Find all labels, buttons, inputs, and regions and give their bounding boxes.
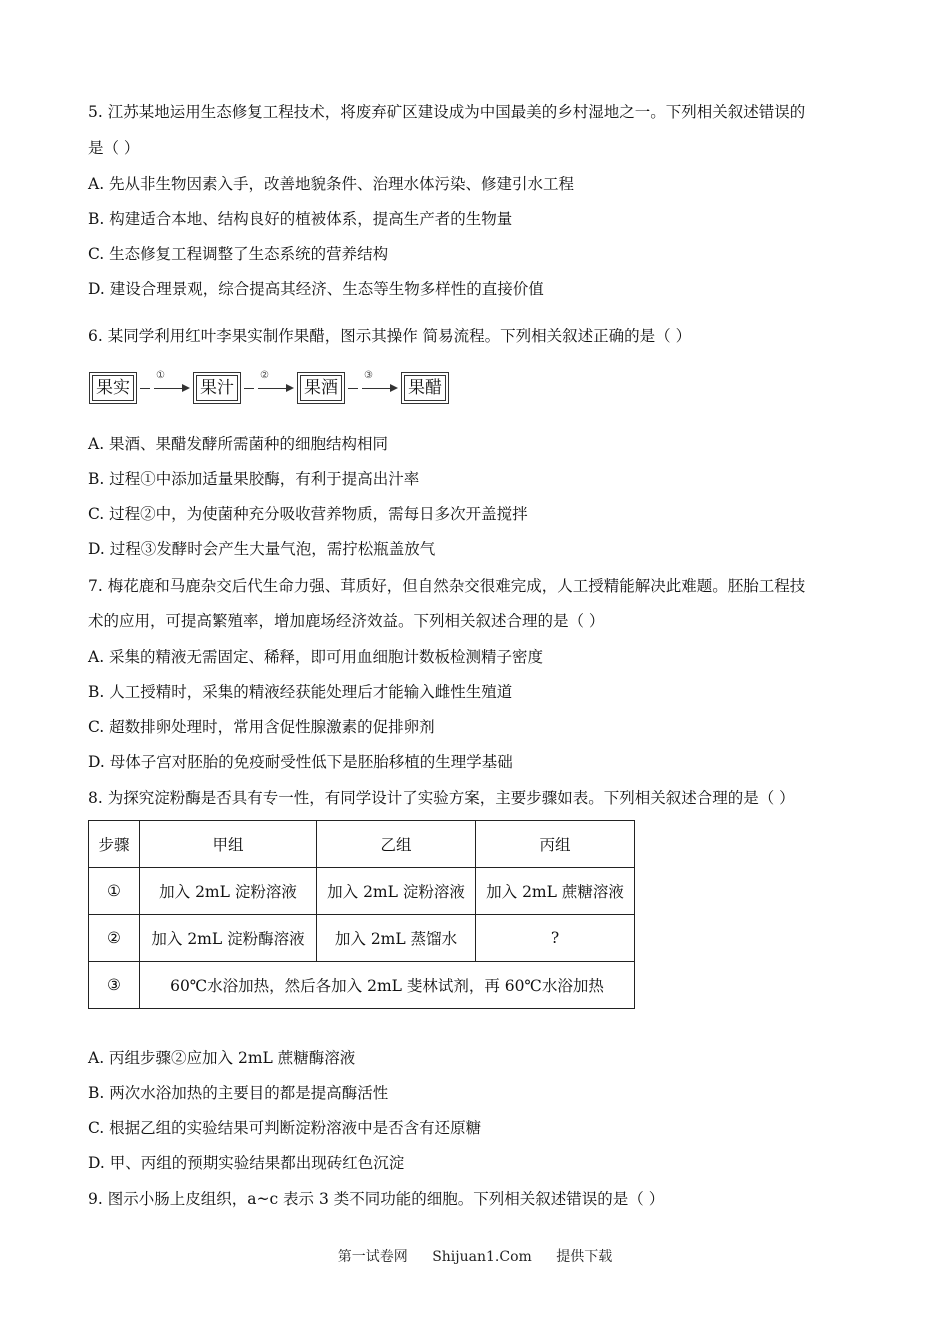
q7-option-b: B. 人工授精时，采集的精液经获能处理后才能输入雌性生殖道 xyxy=(88,683,513,701)
q8-option-b: B. 两次水浴加热的主要目的都是提高酶活性 xyxy=(88,1084,389,1102)
q5-option-d: D. 建设合理景观，综合提高其经济、生态等生物多样性的直接价值 xyxy=(88,280,544,298)
q7-stem-line2: 术的应用，可提高繁殖率，增加鹿场经济效益。下列相关叙述合理的是（ ） xyxy=(88,612,605,630)
footer-note: 提供下载 xyxy=(556,1249,613,1265)
footer-site: 第一试卷网 xyxy=(337,1249,408,1265)
table-cell: 加入 2mL 蔗糖溶液 xyxy=(476,868,635,915)
q6-stem: 6. 某同学利用红叶李果实制作果醋，图示其操作 简易流程。下列相关叙述正确的是（ ） xyxy=(88,327,692,345)
arrow-right-icon xyxy=(182,384,190,392)
page-footer xyxy=(0,1246,950,1266)
q6-option-a: A. 果酒、果醋发酵所需菌种的细胞结构相同 xyxy=(88,435,389,453)
table-row xyxy=(89,868,635,915)
table-cell: ? xyxy=(476,915,635,962)
q5-option-b: B. 构建适合本地、结构良好的植被体系，提高生产者的生物量 xyxy=(88,210,513,228)
flow-step-3: ③ xyxy=(364,370,373,381)
table-cell: ① xyxy=(89,868,140,915)
q7-stem-line1: 7. 梅花鹿和马鹿杂交后代生命力强、茸质好，但自然杂交很难完成，人工授精能解决此难题。胚胎工程技 xyxy=(88,577,806,595)
flow-box-vinegar: 果醋 xyxy=(404,375,446,401)
q7-option-c: C. 超数排卵处理时，常用含促性腺激素的促排卵剂 xyxy=(88,718,435,736)
q8-stem: 8. 为探究淀粉酶是否具有专一性，有同学设计了实验方案，主要步骤如表。下列相关叙述合理的是（ ） xyxy=(88,789,795,807)
flow-step-1: ① xyxy=(156,370,165,381)
table-cell: 60℃水浴加热，然后各加入 2mL 斐林试剂，再 60℃水浴加热 xyxy=(140,962,635,1009)
table-cell: 加入 2mL 蒸馏水 xyxy=(317,915,476,962)
q5-option-a: A. 先从非生物因素入手，改善地貌条件、治理水体污染、修建引水工程 xyxy=(88,175,575,193)
q8-option-d: D. 甲、丙组的预期实验结果都出现砖红色沉淀 xyxy=(88,1154,405,1172)
arrow-right-icon xyxy=(390,384,398,392)
q5-option-c: C. 生态修复工程调整了生态系统的营养结构 xyxy=(88,245,389,263)
q6-option-d: D. 过程③发酵时会产生大量气泡，需拧松瓶盖放气 xyxy=(88,540,436,558)
table-header-row xyxy=(89,821,635,868)
table-row xyxy=(89,915,635,962)
q7-option-d: D. 母体子宫对胚胎的免疫耐受性低下是胚胎移植的生理学基础 xyxy=(88,753,513,771)
arrow-right-icon xyxy=(286,384,294,392)
q5-stem-line1: 5. 江苏某地运用生态修复工程技术，将废弃矿区建设成为中国最美的乡村湿地之一。下列相关叙述错误的 xyxy=(88,103,806,121)
table-cell: 加入 2mL 淀粉溶液 xyxy=(317,868,476,915)
q6-process-flow xyxy=(88,370,450,403)
q7-option-a: A. 采集的精液无需固定、稀释，即可用血细胞计数板检测精子密度 xyxy=(88,648,544,666)
table-cell: 加入 2mL 淀粉溶液 xyxy=(140,868,317,915)
table-header-cell: 步骤 xyxy=(89,821,140,868)
q8-option-c: C. 根据乙组的实验结果可判断淀粉溶液中是否含有还原糖 xyxy=(88,1119,482,1137)
flow-box-wine: 果酒 xyxy=(300,375,342,401)
table-row xyxy=(89,962,635,1009)
q6-option-b: B. 过程①中添加适量果胶酶，有利于提高出汁率 xyxy=(88,470,420,488)
table-header-cell: 丙组 xyxy=(476,821,635,868)
flow-step-2: ② xyxy=(260,370,269,381)
q9-stem: 9. 图示小肠上皮组织，a~c 表示 3 类不同功能的细胞。下列相关叙述错误的是（ ） xyxy=(88,1190,665,1208)
table-cell: ② xyxy=(89,915,140,962)
flow-box-juice: 果汁 xyxy=(196,375,238,401)
flow-arrow-2 xyxy=(244,370,294,400)
flow-arrow-3 xyxy=(348,370,398,400)
flow-arrow-1 xyxy=(140,370,190,400)
footer-domain: Shijuan1.Com xyxy=(432,1249,532,1265)
q8-experiment-table xyxy=(88,820,635,1009)
q5-stem-line2: 是（ ） xyxy=(88,139,140,157)
q8-option-a: A. 丙组步骤②应加入 2mL 蔗糖酶溶液 xyxy=(88,1049,356,1067)
q6-option-c: C. 过程②中，为使菌种充分吸收营养物质，需每日多次开盖搅拌 xyxy=(88,505,528,523)
flow-box-fruit: 果实 xyxy=(92,375,134,401)
table-cell: 加入 2mL 淀粉酶溶液 xyxy=(140,915,317,962)
table-cell: ③ xyxy=(89,962,140,1009)
table-header-cell: 甲组 xyxy=(140,821,317,868)
table-header-cell: 乙组 xyxy=(317,821,476,868)
